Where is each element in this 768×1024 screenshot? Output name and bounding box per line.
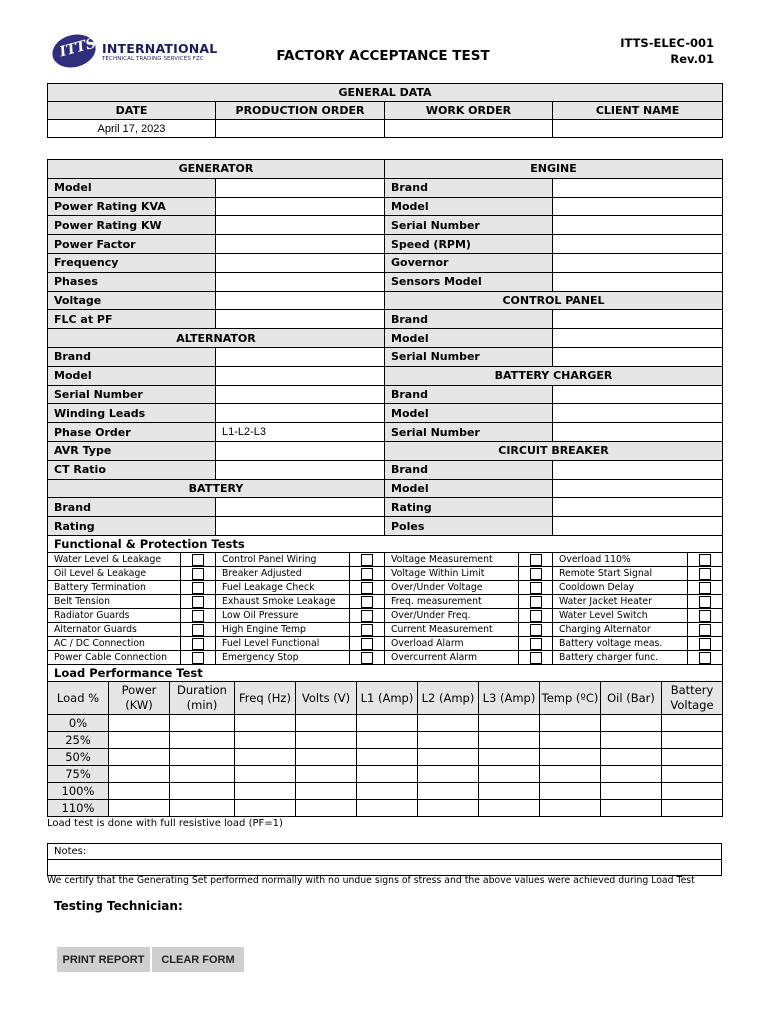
load-value-field[interactable] <box>296 800 357 817</box>
functional-test-checkbox-cell <box>519 609 553 623</box>
functional-test-checkbox-cell <box>350 623 385 637</box>
load-column-header: Freq (Hz) <box>235 682 296 715</box>
notes-label: Notes: <box>48 844 722 860</box>
functional-test-label: Fuel Leakage Check <box>216 581 350 595</box>
load-value-field[interactable] <box>170 732 235 749</box>
load-value-field[interactable] <box>540 766 601 783</box>
spec-label: Speed (RPM) <box>385 235 553 254</box>
load-column-header: Battery Voltage <box>662 682 723 715</box>
functional-test-checkbox-cell <box>688 637 723 651</box>
date-field[interactable]: April 17, 2023 <box>48 120 216 138</box>
load-value-field[interactable] <box>601 800 662 817</box>
functional-test-label: Power Cable Connection <box>48 651 181 665</box>
spec-label: AVR Type <box>48 441 216 460</box>
spec-label: Serial Number <box>385 347 553 366</box>
functional-test-label: Control Panel Wiring <box>216 553 350 567</box>
functional-test-checkbox-cell <box>350 637 385 651</box>
functional-test-checkbox-cell <box>350 553 385 567</box>
load-value-field[interactable] <box>601 783 662 800</box>
load-value-field[interactable] <box>662 766 723 783</box>
spec-label: FLC at PF <box>48 310 216 329</box>
checkbox[interactable] <box>192 652 204 664</box>
load-value-field[interactable] <box>170 766 235 783</box>
checkbox[interactable] <box>699 554 711 566</box>
load-value-field[interactable] <box>479 800 540 817</box>
load-value-field[interactable] <box>170 783 235 800</box>
spec-label: Winding Leads <box>48 404 216 423</box>
checkbox[interactable] <box>361 582 373 594</box>
circuit-breaker-heading: CIRCUIT BREAKER <box>385 441 723 460</box>
functional-test-checkbox-cell <box>181 581 216 595</box>
load-value-field[interactable] <box>357 766 418 783</box>
load-value-field[interactable] <box>662 749 723 766</box>
doc-revision: Rev.01 <box>670 52 714 66</box>
functional-test-checkbox-cell <box>181 567 216 581</box>
load-level-label: 110% <box>48 800 109 817</box>
spec-value-field[interactable] <box>553 404 723 423</box>
spec-value-field[interactable] <box>553 498 723 517</box>
load-value-field[interactable] <box>540 715 601 732</box>
load-column-header: Power (KW) <box>109 682 170 715</box>
spec-label: Brand <box>48 347 216 366</box>
load-column-header: Load % <box>48 682 109 715</box>
functional-test-checkbox-cell <box>688 553 723 567</box>
checkbox[interactable] <box>192 596 204 608</box>
functional-test-label: Radiator Guards <box>48 609 181 623</box>
spec-value-field[interactable] <box>216 498 385 517</box>
control-panel-heading: CONTROL PANEL <box>385 291 723 310</box>
functional-test-checkbox-cell <box>688 595 723 609</box>
spec-value-field[interactable] <box>216 178 385 197</box>
load-value-field[interactable] <box>109 749 170 766</box>
functional-test-checkbox-cell <box>519 651 553 665</box>
company-logo <box>52 35 222 69</box>
load-column-header: Volts (V) <box>296 682 357 715</box>
battery-heading: BATTERY <box>48 479 385 498</box>
functional-test-label: Fuel Level Functional <box>216 637 350 651</box>
load-level-label: 50% <box>48 749 109 766</box>
functional-test-label: Current Measurement <box>385 623 519 637</box>
spec-value-field[interactable] <box>553 253 723 272</box>
functional-test-label: Battery charger func. <box>553 651 688 665</box>
spec-value-field[interactable] <box>553 216 723 235</box>
load-value-field[interactable] <box>418 783 479 800</box>
functional-test-checkbox-cell <box>350 595 385 609</box>
production-order-header: PRODUCTION ORDER <box>216 102 385 120</box>
spec-label: Power Rating KVA <box>48 197 216 216</box>
functional-test-checkbox-cell <box>519 595 553 609</box>
spec-label: Phase Order <box>48 423 216 442</box>
testing-technician-label: Testing Technician: <box>54 899 183 913</box>
load-value-field[interactable] <box>235 766 296 783</box>
load-value-field[interactable] <box>662 715 723 732</box>
functional-test-label: Belt Tension <box>48 595 181 609</box>
load-test-heading: Load Performance Test <box>48 665 723 682</box>
spec-label: Brand <box>385 385 553 404</box>
spec-label: Frequency <box>48 253 216 272</box>
functional-test-label: Overload Alarm <box>385 637 519 651</box>
load-performance-table <box>47 664 723 817</box>
spec-value-field[interactable] <box>553 423 723 442</box>
checkbox[interactable] <box>699 596 711 608</box>
functional-test-checkbox-cell <box>688 651 723 665</box>
checkbox[interactable] <box>699 638 711 650</box>
spec-value-field[interactable] <box>553 460 723 479</box>
spec-value-field[interactable] <box>553 329 723 348</box>
spec-label: Power Factor <box>48 235 216 254</box>
load-column-header: Temp (ºC) <box>540 682 601 715</box>
functional-test-label: Water Jacket Heater <box>553 595 688 609</box>
spec-value-field[interactable] <box>216 366 385 385</box>
functional-test-label: Battery Termination <box>48 581 181 595</box>
spec-label: Poles <box>385 517 553 536</box>
functional-test-checkbox-cell <box>181 651 216 665</box>
functional-test-label: Cooldown Delay <box>553 581 688 595</box>
spec-label: Serial Number <box>385 216 553 235</box>
load-column-header: L3 (Amp) <box>479 682 540 715</box>
load-value-field[interactable] <box>109 783 170 800</box>
checkbox[interactable] <box>192 554 204 566</box>
checkbox[interactable] <box>361 568 373 580</box>
spec-label: CT Ratio <box>48 460 216 479</box>
engine-heading: ENGINE <box>385 160 723 179</box>
functional-test-checkbox-cell <box>519 567 553 581</box>
load-value-field[interactable] <box>296 783 357 800</box>
load-value-field[interactable] <box>109 800 170 817</box>
load-column-header: L2 (Amp) <box>418 682 479 715</box>
spec-label: Model <box>48 366 216 385</box>
functional-test-label: Over/Under Voltage <box>385 581 519 595</box>
functional-test-checkbox-cell <box>688 581 723 595</box>
spec-label: Model <box>385 479 553 498</box>
production-order-field[interactable] <box>216 120 385 138</box>
spec-value-field[interactable] <box>553 347 723 366</box>
company-name: INTERNATIONAL <box>102 41 218 56</box>
spec-label: Rating <box>385 498 553 517</box>
checkbox[interactable] <box>192 610 204 622</box>
load-level-label: 100% <box>48 783 109 800</box>
checkbox[interactable] <box>361 652 373 664</box>
load-value-field[interactable] <box>540 783 601 800</box>
load-value-field[interactable] <box>418 766 479 783</box>
load-value-field[interactable] <box>357 715 418 732</box>
load-value-field[interactable] <box>540 732 601 749</box>
load-value-field[interactable] <box>235 732 296 749</box>
spec-value-field[interactable] <box>553 235 723 254</box>
equipment-spec-table <box>47 159 723 536</box>
checkbox[interactable] <box>192 568 204 580</box>
functional-test-label: Overcurrent Alarm <box>385 651 519 665</box>
document-reference <box>620 35 714 67</box>
load-value-field[interactable] <box>357 732 418 749</box>
load-value-field[interactable] <box>479 715 540 732</box>
checkbox[interactable] <box>530 652 542 664</box>
functional-test-label: Water Level & Leakage <box>48 553 181 567</box>
checkbox[interactable] <box>192 624 204 636</box>
load-value-field[interactable] <box>296 715 357 732</box>
checkbox[interactable] <box>699 624 711 636</box>
checkbox[interactable] <box>361 638 373 650</box>
spec-value-field[interactable] <box>216 253 385 272</box>
load-value-field[interactable] <box>479 766 540 783</box>
checkbox[interactable] <box>699 610 711 622</box>
functional-test-checkbox-cell <box>350 581 385 595</box>
generator-heading: GENERATOR <box>48 160 385 179</box>
checkbox[interactable] <box>699 568 711 580</box>
functional-test-label: Freq. measurement <box>385 595 519 609</box>
spec-value-field[interactable] <box>553 310 723 329</box>
load-value-field[interactable] <box>235 715 296 732</box>
load-value-field[interactable] <box>170 715 235 732</box>
spec-label: Governor <box>385 253 553 272</box>
spec-label: Serial Number <box>385 423 553 442</box>
spec-value-field[interactable] <box>216 517 385 536</box>
functional-test-label: Over/Under Freq. <box>385 609 519 623</box>
spec-label: Model <box>385 329 553 348</box>
notes-field[interactable] <box>48 860 722 876</box>
clear-form-button[interactable]: CLEAR FORM <box>152 947 244 972</box>
functional-test-checkbox-cell <box>688 623 723 637</box>
spec-label: Phases <box>48 272 216 291</box>
document-title: FACTORY ACCEPTANCE TEST <box>276 48 490 64</box>
functional-test-checkbox-cell <box>181 637 216 651</box>
checkbox[interactable] <box>361 554 373 566</box>
load-value-field[interactable] <box>601 766 662 783</box>
load-value-field[interactable] <box>109 715 170 732</box>
spec-value-field[interactable] <box>553 272 723 291</box>
spec-value-field[interactable] <box>553 178 723 197</box>
load-value-field[interactable] <box>479 749 540 766</box>
spec-value-field[interactable] <box>553 197 723 216</box>
spec-value-field[interactable] <box>216 460 385 479</box>
functional-test-checkbox-cell <box>519 637 553 651</box>
load-value-field[interactable] <box>170 800 235 817</box>
functional-test-label: Voltage Measurement <box>385 553 519 567</box>
functional-test-checkbox-cell <box>181 609 216 623</box>
checkbox[interactable] <box>699 652 711 664</box>
spec-value-field[interactable] <box>216 404 385 423</box>
load-value-field[interactable] <box>170 749 235 766</box>
load-value-field[interactable] <box>601 732 662 749</box>
load-value-field[interactable] <box>662 783 723 800</box>
load-value-field[interactable] <box>235 800 296 817</box>
spec-label: Brand <box>385 460 553 479</box>
load-value-field[interactable] <box>109 732 170 749</box>
spec-value-field[interactable] <box>216 347 385 366</box>
checkbox[interactable] <box>361 624 373 636</box>
load-value-field[interactable] <box>540 749 601 766</box>
load-value-field[interactable] <box>418 749 479 766</box>
load-value-field[interactable] <box>662 732 723 749</box>
load-value-field[interactable] <box>418 715 479 732</box>
spec-value-field[interactable] <box>216 235 385 254</box>
load-value-field[interactable] <box>296 732 357 749</box>
load-value-field[interactable] <box>296 766 357 783</box>
spec-label: Model <box>385 404 553 423</box>
spec-value-field[interactable] <box>216 216 385 235</box>
general-data-table <box>47 83 723 138</box>
company-subtitle: TECHNICAL TRADING SERVICES FZC <box>102 56 204 62</box>
spec-value-field[interactable] <box>553 479 723 498</box>
spec-value-field[interactable] <box>216 197 385 216</box>
functional-test-label: Breaker Adjusted <box>216 567 350 581</box>
load-value-field[interactable] <box>357 749 418 766</box>
checkbox[interactable] <box>530 596 542 608</box>
client-name-header: CLIENT NAME <box>553 102 723 120</box>
functional-test-checkbox-cell <box>350 651 385 665</box>
load-value-field[interactable] <box>235 749 296 766</box>
checkbox[interactable] <box>530 568 542 580</box>
functional-tests-heading: Functional & Protection Tests <box>48 536 723 553</box>
functional-test-label: Voltage Within Limit <box>385 567 519 581</box>
functional-test-checkbox-cell <box>519 581 553 595</box>
functional-test-label: Battery voltage meas. <box>553 637 688 651</box>
client-name-field[interactable] <box>553 120 723 138</box>
functional-test-label: Alternator Guards <box>48 623 181 637</box>
checkbox[interactable] <box>192 582 204 594</box>
checkbox[interactable] <box>361 596 373 608</box>
load-column-header: Oil (Bar) <box>601 682 662 715</box>
functional-test-label: High Engine Temp <box>216 623 350 637</box>
spec-value-field[interactable] <box>216 385 385 404</box>
spec-label: Voltage <box>48 291 216 310</box>
load-value-field[interactable] <box>109 766 170 783</box>
spec-value-field[interactable] <box>553 385 723 404</box>
work-order-header: WORK ORDER <box>385 102 553 120</box>
load-value-field[interactable] <box>418 732 479 749</box>
functional-test-label: Water Level Switch <box>553 609 688 623</box>
checkbox[interactable] <box>530 582 542 594</box>
functional-test-checkbox-cell <box>688 567 723 581</box>
load-column-header: L1 (Amp) <box>357 682 418 715</box>
checkbox[interactable] <box>530 554 542 566</box>
checkbox[interactable] <box>530 638 542 650</box>
functional-test-label: AC / DC Connection <box>48 637 181 651</box>
load-level-label: 75% <box>48 766 109 783</box>
load-value-field[interactable] <box>540 800 601 817</box>
spec-label: Sensors Model <box>385 272 553 291</box>
spec-label: Rating <box>48 517 216 536</box>
notes-box <box>47 843 722 876</box>
load-value-field[interactable] <box>601 715 662 732</box>
spec-value-field[interactable] <box>553 517 723 536</box>
load-value-field[interactable] <box>235 783 296 800</box>
battery-charger-heading: BATTERY CHARGER <box>385 366 723 385</box>
functional-test-label: Remote Start Signal <box>553 567 688 581</box>
functional-test-checkbox-cell <box>519 623 553 637</box>
spec-value-field[interactable] <box>216 310 385 329</box>
functional-test-checkbox-cell <box>350 609 385 623</box>
spec-label: Model <box>48 178 216 197</box>
load-value-field[interactable] <box>357 800 418 817</box>
load-test-note: Load test is done with full resistive load (PF=1) <box>47 818 283 829</box>
functional-test-label: Low Oil Pressure <box>216 609 350 623</box>
functional-test-checkbox-cell <box>181 553 216 567</box>
logo-mark-icon: ITTS <box>49 30 100 72</box>
functional-test-checkbox-cell <box>350 567 385 581</box>
checkbox[interactable] <box>530 610 542 622</box>
load-value-field[interactable] <box>662 800 723 817</box>
load-value-field[interactable] <box>479 783 540 800</box>
functional-test-label: Overload 110% <box>553 553 688 567</box>
alternator-heading: ALTERNATOR <box>48 329 385 348</box>
print-report-button[interactable]: PRINT REPORT <box>57 947 150 972</box>
checkbox[interactable] <box>699 582 711 594</box>
load-level-label: 25% <box>48 732 109 749</box>
general-data-heading: GENERAL DATA <box>48 84 723 102</box>
functional-tests-table <box>47 535 723 665</box>
load-value-field[interactable] <box>418 800 479 817</box>
functional-test-checkbox-cell <box>181 623 216 637</box>
spec-label: Brand <box>385 178 553 197</box>
load-value-field[interactable] <box>479 732 540 749</box>
checkbox[interactable] <box>530 624 542 636</box>
spec-label: Power Rating KW <box>48 216 216 235</box>
spec-label: Brand <box>48 498 216 517</box>
functional-test-checkbox-cell <box>688 609 723 623</box>
functional-test-label: Charging Alternator <box>553 623 688 637</box>
functional-test-label: Oil Level & Leakage <box>48 567 181 581</box>
spec-value-field[interactable] <box>216 291 385 310</box>
spec-label: Brand <box>385 310 553 329</box>
spec-label: Model <box>385 197 553 216</box>
functional-test-label: Exhaust Smoke Leakage <box>216 595 350 609</box>
functional-test-checkbox-cell <box>181 595 216 609</box>
load-column-header: Duration (min) <box>170 682 235 715</box>
certification-statement: We certify that the Generating Set performed normally with no undue signs of stress and the above values were achieved during Load Test <box>47 875 695 886</box>
load-value-field[interactable] <box>601 749 662 766</box>
load-value-field[interactable] <box>296 749 357 766</box>
functional-test-label: Emergency Stop <box>216 651 350 665</box>
checkbox[interactable] <box>192 638 204 650</box>
work-order-field[interactable] <box>385 120 553 138</box>
load-value-field[interactable] <box>357 783 418 800</box>
checkbox[interactable] <box>361 610 373 622</box>
date-header: DATE <box>48 102 216 120</box>
spec-label: Serial Number <box>48 385 216 404</box>
spec-value-field[interactable] <box>216 272 385 291</box>
functional-test-checkbox-cell <box>519 553 553 567</box>
doc-code: ITTS-ELEC-001 <box>620 36 714 50</box>
spec-value-field[interactable] <box>216 441 385 460</box>
phase-order-field[interactable]: L1-L2-L3 <box>216 423 385 442</box>
load-level-label: 0% <box>48 715 109 732</box>
